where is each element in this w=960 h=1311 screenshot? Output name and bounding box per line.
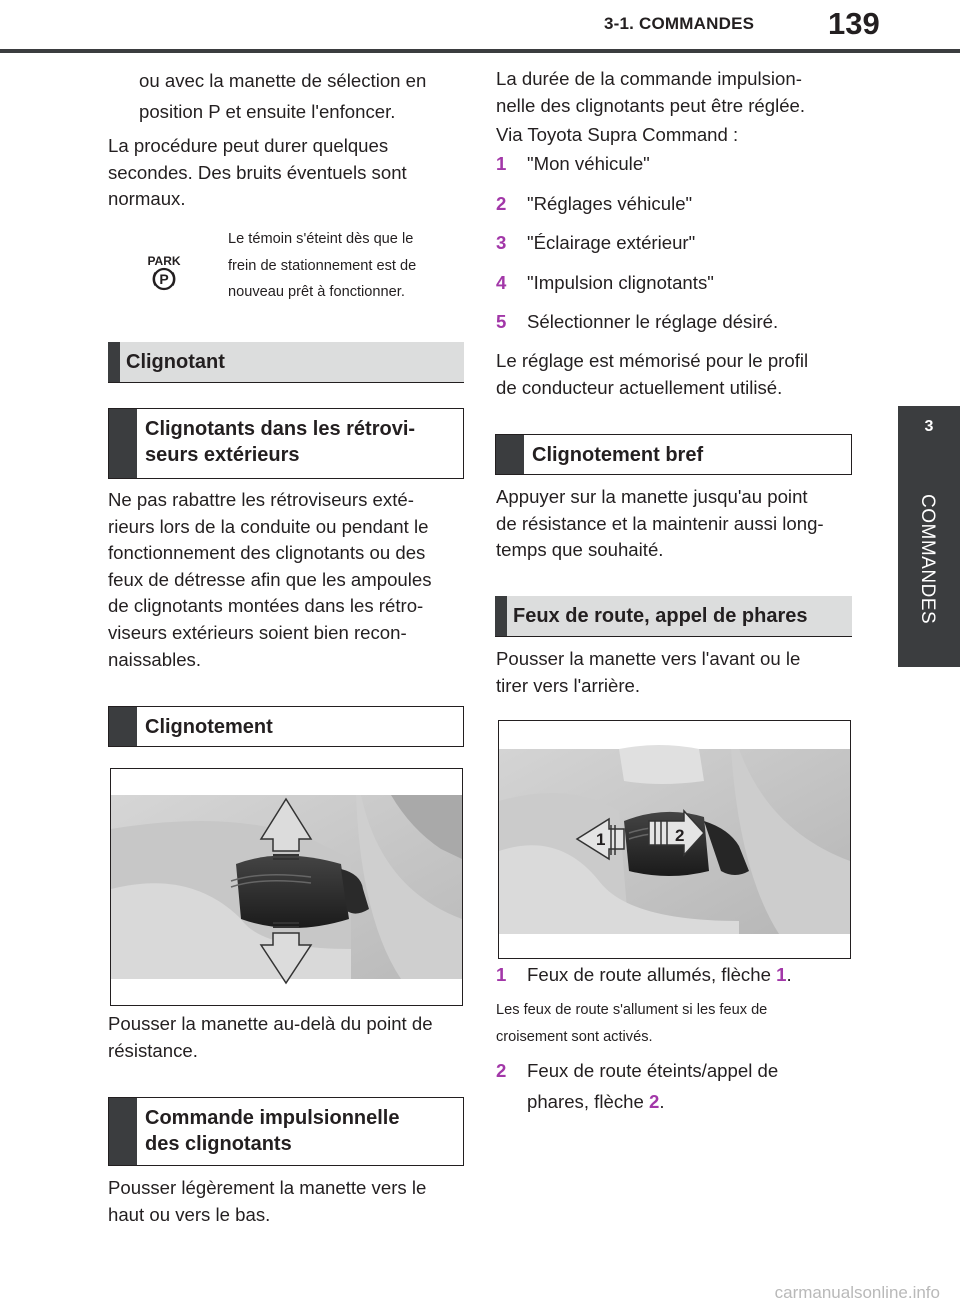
impulsion-paragraph: Pousser légèrement la manette vers le haut ou vers le bas.: [108, 1177, 427, 1225]
chapter-title: COMMANDES: [917, 494, 938, 625]
svg-text:P: P: [159, 271, 169, 287]
list-item-feux-eteints: 2 Feux de route éteints/appel de phares, flèche 2.: [496, 1060, 779, 1112]
procedure-paragraph: La procédure peut durer quelques secondes. Des bruits éventuels sont normaux.: [108, 135, 407, 210]
park-note: Le témoin s'éteint dès que le frein de stationnement est de nouveau prêt à fonctionner.: [228, 231, 417, 301]
header-rule: [0, 49, 960, 53]
retroviseurs-paragraph: Ne pas rabattre les rétroviseurs exté- rieurs lors de la conduite ou pendant le fonctionnement des clignotants ou des feux de détresse afin que les ampoules de clignotants montées dans les rétro- viseurs extérieurs soient bien recon- naissables.: [108, 489, 432, 670]
feux-note: Les feux de route s'allument si les feux de croisement sont activés.: [496, 1002, 768, 1045]
high-beam-stalk-figure: [498, 720, 851, 959]
intro-text: ou avec la manette de sélection en position P et ensuite l'enfoncer.: [139, 70, 427, 122]
turn-signal-stalk-figure: [110, 768, 463, 1006]
subheading-clignotement: Clignotement: [108, 706, 464, 747]
bref-paragraph: Appuyer sur la manette jusqu'au point de résistance et la maintenir aussi long- temps que souhaité.: [496, 486, 824, 561]
page-number: 139: [828, 6, 880, 41]
via-line: Via Toyota Supra Command :: [496, 124, 739, 145]
list-item: 1 "Mon véhicule": [496, 153, 650, 174]
list-item: 4 "Impulsion clignotants": [496, 271, 714, 293]
clignotement-paragraph: Pousser la manette au-delà du point de résistance.: [108, 1013, 433, 1061]
list-item-feux-allumes: 1 Feux de route allumés, flèche 1.: [496, 964, 792, 985]
feux-paragraph: Pousser la manette vers l'avant ou le tirer vers l'arrière.: [496, 648, 801, 696]
subheading-clignotement-bref: Clignotement bref: [495, 434, 852, 475]
svg-text:2: 2: [675, 826, 685, 845]
list-item: 5 Sélectionner le réglage désiré.: [496, 311, 779, 332]
svg-text:PARK: PARK: [147, 254, 181, 268]
list-item: 3 "Éclairage extérieur": [496, 232, 696, 253]
duree-paragraph: La durée de la commande impulsion- nelle des clignotants peut être réglée.: [496, 68, 806, 116]
running-header-section: 3-1. COMMANDES: [604, 14, 755, 33]
watermark: carmanualsonline.info: [774, 1283, 940, 1302]
settings-steps-list: [496, 151, 856, 349]
svg-text:1: 1: [596, 830, 606, 849]
subheading-commande-impulsionnelle: Commande impulsionnelle des clignotants: [108, 1097, 464, 1166]
section-heading-feux-de-route: Feux de route, appel de phares: [495, 596, 852, 637]
chapter-number: 3: [924, 418, 934, 435]
list-item: 2 "Réglages véhicule": [496, 192, 693, 214]
section-heading-clignotant: Clignotant: [108, 342, 464, 383]
park-brake-indicator-icon: [146, 252, 182, 292]
subheading-clignotants-retroviseurs: Clignotants dans les rétrovi- seurs extérieurs: [108, 408, 464, 479]
memorise-paragraph: Le réglage est mémorisé pour le profil de conducteur actuellement utilisé.: [496, 350, 809, 398]
